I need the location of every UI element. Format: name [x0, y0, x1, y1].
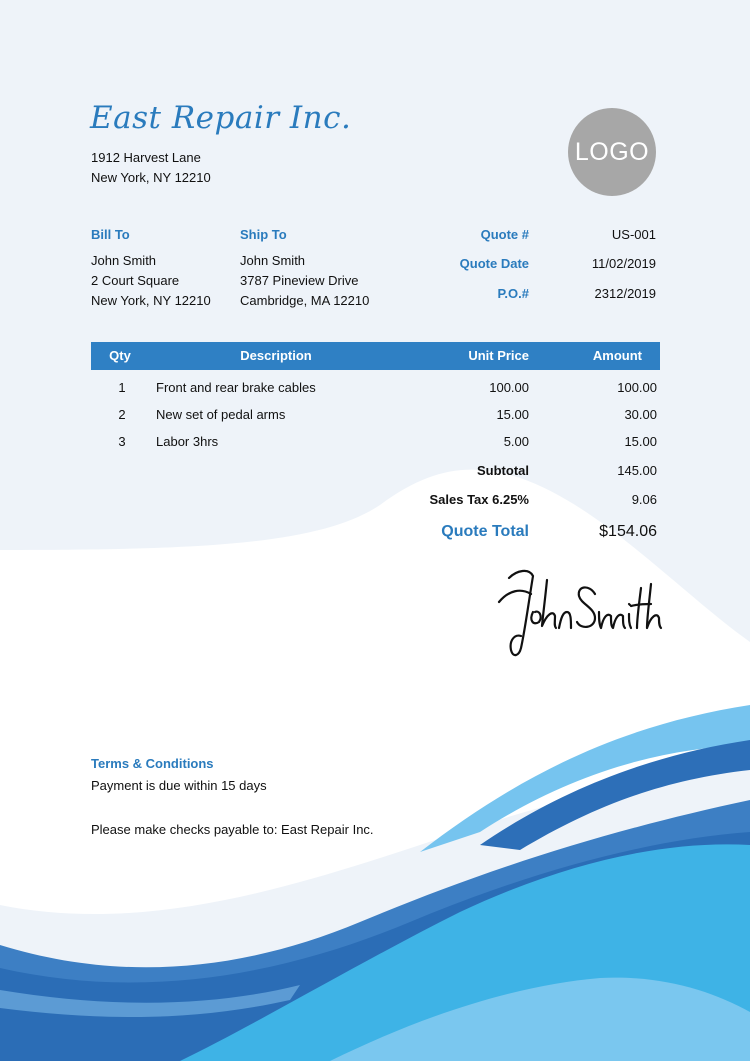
table-row: [91, 380, 660, 400]
row-description: Labor 3hrs: [156, 434, 219, 449]
ship-to-line1: 3787 Pineview Drive: [240, 273, 359, 288]
subtotal-value: 145.00: [617, 463, 657, 478]
bill-to-line1: 2 Court Square: [91, 273, 180, 288]
row-qty: 3: [118, 434, 126, 449]
row-amount: 30.00: [624, 407, 657, 422]
sales-tax-label: Sales Tax 6.25%: [429, 492, 529, 507]
header-description: Description: [240, 348, 312, 363]
terms-title: Terms & Conditions: [91, 756, 214, 771]
quote-date-label: Quote Date: [459, 256, 529, 271]
ship-to-name: John Smith: [240, 253, 306, 268]
po-value: 2312/2019: [594, 286, 656, 301]
quote-total-value: $154.06: [599, 523, 657, 540]
row-unit-price: 100.00: [489, 380, 529, 395]
company-name: East Repair Inc.: [90, 100, 352, 136]
row-unit-price: 15.00: [496, 407, 529, 422]
quote-number-value: US-001: [611, 227, 656, 242]
table-row: [91, 434, 660, 454]
company-address-line2: New York, NY 12210: [91, 170, 211, 185]
row-qty: 2: [118, 407, 126, 422]
terms-line2: Please make checks payable to: East Repair Inc.: [91, 822, 374, 837]
ship-to-line2: Cambridge, MA 12210: [240, 293, 370, 308]
row-unit-price: 5.00: [503, 434, 529, 449]
row-description: New set of pedal arms: [156, 407, 286, 422]
row-amount: 100.00: [617, 380, 657, 395]
sales-tax-value: 9.06: [631, 492, 657, 507]
quote-total-label: Quote Total: [441, 523, 529, 540]
header-qty: Qty: [109, 348, 131, 363]
po-label: P.O.#: [497, 286, 529, 301]
logo-placeholder: LOGO: [568, 108, 656, 196]
row-qty: 1: [118, 380, 126, 395]
row-amount: 15.00: [624, 434, 657, 449]
header-unit-price: Unit Price: [468, 348, 529, 363]
header-amount: Amount: [592, 348, 642, 363]
row-description: Front and rear brake cables: [156, 380, 316, 395]
bill-to-label: Bill To: [91, 227, 130, 242]
items-table-header: [91, 342, 660, 370]
subtotal-label: Subtotal: [477, 463, 529, 478]
quote-date-value: 11/02/2019: [591, 256, 656, 271]
terms-line1: Payment is due within 15 days: [91, 778, 267, 793]
bill-to-name: John Smith: [91, 253, 157, 268]
bill-to-line2: New York, NY 12210: [91, 293, 211, 308]
company-address-line1: 1912 Harvest Lane: [91, 150, 201, 165]
table-row: [91, 407, 660, 427]
quote-number-label: Quote #: [480, 227, 529, 242]
signature-image: [495, 560, 665, 665]
ship-to-label: Ship To: [240, 227, 287, 242]
